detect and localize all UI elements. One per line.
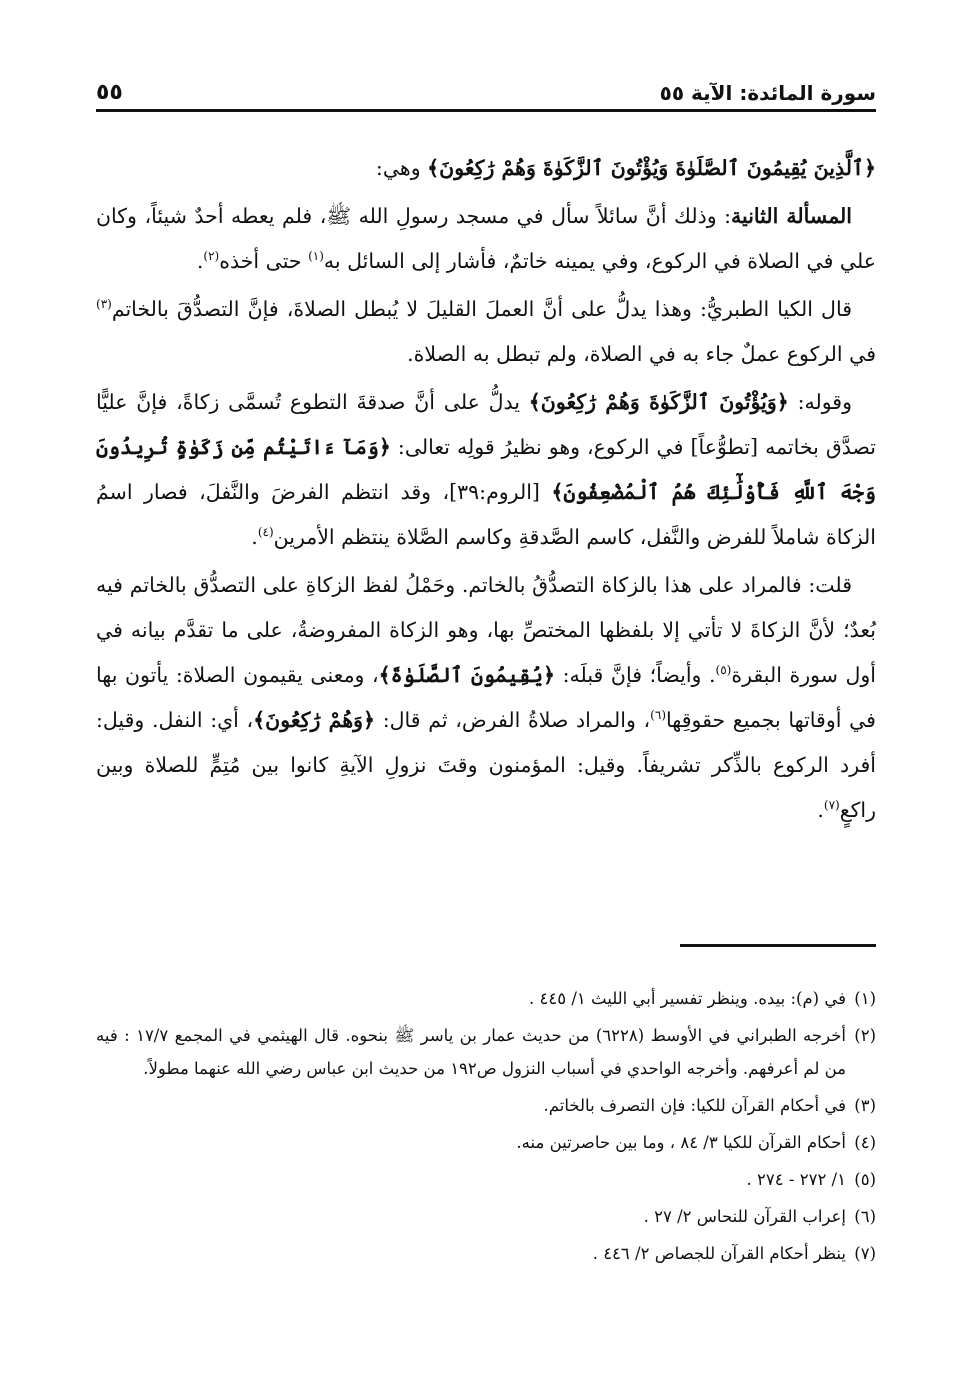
text-run: . وأيضاً؛ فإنَّ قبلَه: bbox=[555, 663, 716, 687]
paragraph-qultu bbox=[96, 563, 876, 833]
footnote-number: (٢) bbox=[854, 1026, 876, 1045]
footnote-text: ينظر أحكام القرآن للجصاص ٢/ ٤٤٦ . bbox=[592, 1244, 846, 1263]
paragraph-kiya bbox=[96, 287, 876, 377]
footnote-text: أحكام القرآن للكيا ٣/ ٨٤ ، وما بين حاصرتين منه. bbox=[516, 1133, 846, 1152]
running-title: سورة المائدة: الآية ٥٥ bbox=[659, 81, 876, 105]
quran-verse: ﴿وَهُمْ رَٰكِعُونَ﴾ bbox=[253, 708, 376, 732]
footnote bbox=[96, 1126, 876, 1159]
quran-verse: ﴿وَيُؤْتُونَ ٱلزَّكَوٰةَ وَهُمْ رَٰكِعُونَ﴾ bbox=[528, 390, 789, 414]
text-run: ، ومعنى يقيمون الصلاة: يأتون بها في أوقاتها بجميع حقوقِها bbox=[96, 663, 876, 732]
main-text bbox=[96, 146, 876, 836]
footnote-number: (٣) bbox=[854, 1096, 876, 1115]
quran-verse: ﴿وَمَآ ءَاتَيْتُم مِّن زَكَوٰةٍ تُرِيدُونَ وَجْهَ ٱللَّهِ فَأُوْلَٰٓئِكَ هُمُ ٱلْمُضْعِفُونَ﴾ bbox=[96, 435, 876, 504]
text-run: يدلُّ على أنَّ صدقةَ التطوع تُسمَّى زكاةً، فإنَّ عليًّا تصدَّق بخاتمه [تطوُّعاً] في الركوع، وهو نظيرُ قولِه تعالى: bbox=[96, 390, 876, 459]
footnote bbox=[96, 1089, 876, 1122]
footnote-text: ١/ ٢٧٢ - ٢٧٤ . bbox=[746, 1170, 846, 1189]
footnote-text: في (م): بيده. وينظر تفسير أبي الليث ١/ ٤٤٥ . bbox=[528, 989, 846, 1008]
page-number: ٥٥ bbox=[96, 80, 123, 105]
text-run: قلت: فالمراد على هذا بالزكاة التصدُّقُ بالخاتم. وحَمْلُ لفظ الزكاةِ على التصدُّق بالخاتم فيه بُعدٌ؛ لأنَّ الزكاةَ لا تأتي إلا بلفظها المختصِّ بها، وهو الزكاة المفروضةُ، على ما تقدَّم بيانه في أول سورة البقرة bbox=[96, 573, 876, 687]
footnote-separator bbox=[680, 944, 876, 947]
footnote bbox=[96, 982, 876, 1015]
text-run: وقوله: bbox=[788, 390, 853, 414]
footnote-number: (٦) bbox=[854, 1207, 876, 1226]
footnote bbox=[96, 1237, 876, 1270]
footnote bbox=[96, 1163, 876, 1196]
footnote bbox=[96, 1200, 876, 1233]
text-run: : وذلك أنَّ سائلاً سأل في مسجد رسولِ الله ﷺ، فلم يعطه أحدٌ شيئاً، وكان علي في الصلاة في الركوع، وفي يمينه خاتمٌ، فأشار إلى السائل به bbox=[96, 204, 876, 273]
text-run: قال الكيا الطبريُّ: وهذا يدلُّ على أنَّ العملَ القليلَ لا يُبطل الصلاةَ، فإنَّ التصدُّقَ بالخاتم bbox=[111, 297, 852, 321]
footnote-text: إعراب القرآن للنحاس ٢/ ٢٧ . bbox=[643, 1207, 846, 1226]
text-run: . bbox=[196, 249, 204, 273]
text-run: حتى أخذه bbox=[219, 249, 309, 273]
quran-verse: ﴿ٱلَّذِينَ يُقِيمُونَ ٱلصَّلَوٰةَ وَيُؤْتُونَ ٱلزَّكَوٰةَ وَهُمْ رَٰكِعُونَ﴾ bbox=[427, 156, 876, 180]
text-run: وهي: bbox=[375, 156, 428, 180]
footnote-number: (٥) bbox=[854, 1170, 876, 1189]
text-run: . bbox=[817, 798, 824, 822]
footnote-number: (١) bbox=[854, 989, 876, 1008]
footnote-ref-2[interactable]: (٢) bbox=[203, 249, 220, 264]
text-run: [الروم:٣٩]، وقد انتظم الفرضَ والنَّفلَ، فصار اسمُ الزكاة شاملاً للفرض والنَّفل، كاسم الصَّدقةِ وكاسم الصَّلاة ينتظم الأمرين bbox=[96, 480, 876, 549]
text-run: في الركوع عملٌ جاء به في الصلاة، ولم تبطل به الصلاة. bbox=[407, 342, 876, 366]
footnote-number: (٤) bbox=[854, 1133, 876, 1152]
page-header bbox=[96, 70, 876, 112]
footnote-ref-3[interactable]: (٣) bbox=[96, 297, 112, 312]
footnote-ref-6[interactable]: (٦) bbox=[650, 708, 666, 723]
footnote-ref-1[interactable]: (١) bbox=[308, 249, 324, 264]
paragraph-second-issue bbox=[96, 194, 876, 284]
quran-verse: ﴿يُقِيمُونَ ٱلصَّلَوٰةَ﴾ bbox=[378, 663, 556, 687]
footnote-text: أخرجه الطبراني في الأوسط (٦٢٢٨) من حديث عمار بن ياسر ﷺ بنحوه. قال الهيثمي في المجمع ١٧/٧ : فيه من لم أعرفهم. وأخرجه الواحدي في أسباب النزول ص١٩٢ من حديث ابن عباس رضي الله عنهما مطولاً. bbox=[96, 1026, 846, 1078]
text-run: ، والمراد صلاةُ الفرض، ثم قال: bbox=[375, 708, 651, 732]
footnotes bbox=[96, 982, 876, 1274]
footnote bbox=[96, 1019, 876, 1085]
footnote-ref-4[interactable]: (٤) bbox=[257, 525, 274, 540]
issue-heading: المسألة الثانية bbox=[731, 204, 852, 228]
paragraph-zakat bbox=[96, 380, 876, 560]
text-run: ، أي: النفل. وقيل: أفرد الركوع بالذِّكر تشريفاً. وقيل: المؤمنون وقتَ نزولِ الآيةِ كانوا بين مُتِمٍّ للصلاة وبين راكعٍ bbox=[96, 708, 876, 822]
footnote-ref-7[interactable]: (٧) bbox=[823, 798, 840, 813]
paragraph-verse-intro bbox=[96, 146, 876, 191]
footnote-number: (٧) bbox=[854, 1244, 876, 1263]
footnote-ref-5[interactable]: (٥) bbox=[715, 663, 732, 678]
text-run: . bbox=[251, 525, 258, 549]
footnote-text: في أحكام القرآن للكيا: فإن التصرف بالخاتم. bbox=[543, 1096, 846, 1115]
